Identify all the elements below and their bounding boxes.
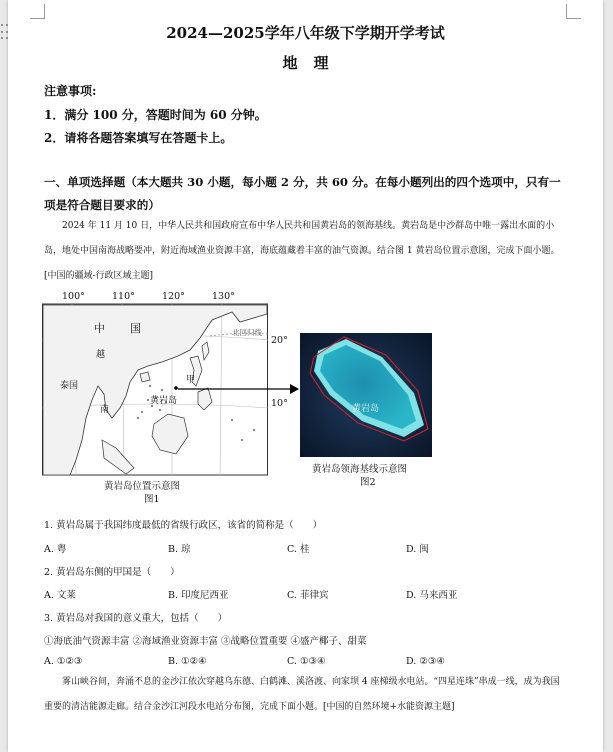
question-3-subline: ①海底油气资源丰富 ②海域渔业资源丰富 ③战略位置重要 ④盛产椰子、甜菜 [44,636,367,647]
notice-heading: 注意事项: [44,84,97,98]
label-tropic: 北回归线 [232,328,262,337]
label-thailand: 泰国 [60,381,79,391]
q2-option-b[interactable]: B. 印度尼西亚 [168,590,229,601]
passage-2: 雾山峡谷间，奔涌不息的金沙江依次穿越乌东德、白鹤滩、溪洛渡、向家坝 4 座梯级水电站。“四星连珠”串成一线，成为我国重要的清洁能源走廊。结合金沙江河段水电站分布图，完成下面小题。[中国的自然环境+水能资源主题] [44,677,560,712]
notice-item-1: 1．满分 100 分，答题时间为 60 分钟。 [44,108,267,122]
crop-mark-top-left [30,4,45,19]
exam-title: 2024—2025学年八年级下学期开学考试 [166,24,445,42]
q3-option-b[interactable]: B. ①②④ [168,656,207,667]
lon-label-130: 130° [212,291,235,302]
lon-label-100: 100° [62,291,85,302]
q1-option-c[interactable]: C. 桂 [287,544,310,555]
notice-item-2: 2．请将各题答案填写在答题卡上。 [44,131,233,145]
label-south: 南 [100,405,110,415]
q2-option-a[interactable]: A. 文莱 [44,590,76,601]
q3-option-a[interactable]: A. ①②③ [44,656,83,667]
document-page [8,0,603,752]
q1-option-a[interactable]: A. 粤 [44,544,67,555]
question-1-stem: 1. 黄岩岛属于我国纬度最低的省级行政区，该省的简称是（ ） [44,520,323,531]
question-3-stem: 3. 黄岩岛对我国的意义重大，包括（ ） [44,613,228,624]
lat-label-10: 10° [271,398,288,409]
label-china-2: 国 [130,322,141,335]
figure1-caption: 黄岩岛位置示意图 [104,481,181,492]
lon-label-110: 110° [112,291,135,302]
figure1-number: 图1 [144,494,160,505]
figure2-caption: 黄岩岛领海基线示意图 [312,464,408,475]
passage-1: 2024 年 11 月 10 日，中华人民共和国政府宣布中华人民共和国黄岩岛的领海基线。黄岩岛是中沙群岛中唯一露出水面的小岛，地处中国南海战略要冲，附近海域渔业资源丰富，海底蕴藏着丰富的油气资源。结合图 1 黄岩岛位置示意图，完成下面小题。[中国的疆域-行政区域主题] [44,221,560,281]
section-heading-line2: 项是符合题目要求的） [44,198,160,212]
lon-label-120: 120° [162,291,185,302]
q3-option-c[interactable]: C. ①③④ [287,656,326,667]
q1-option-b[interactable]: B. 琼 [168,544,191,555]
satellite-image [300,333,432,457]
label-vietnam: 越 [96,350,106,360]
drag-handle-icon[interactable] [0,24,10,42]
q3-option-d[interactable]: D. ②③④ [406,656,445,667]
q2-option-d[interactable]: D. 马来西亚 [406,590,458,601]
q1-option-d[interactable]: D. 闽 [406,544,429,555]
label-huangyan: 黄岩岛 [150,396,178,406]
section-heading-line1: 一、单项选择题（本大题共 30 小题，每小题 2 分，共 60 分。在每小题列出的四个选项中，只有一 [44,175,561,189]
lat-label-20: 20° [271,335,288,346]
satellite-island-label: 黄岩岛 [352,404,380,414]
crop-mark-top-right [566,4,581,19]
arrow-icon [178,383,300,395]
subject-title: 地理 [282,54,345,72]
label-china-1: 中 [94,322,105,335]
question-2-stem: 2. 黄岩岛东侧的甲国是（ ） [44,567,180,578]
figure2-number: 图2 [360,477,376,488]
q2-option-c[interactable]: C. 菲律宾 [287,590,329,601]
label-jia: 甲 [186,375,196,385]
